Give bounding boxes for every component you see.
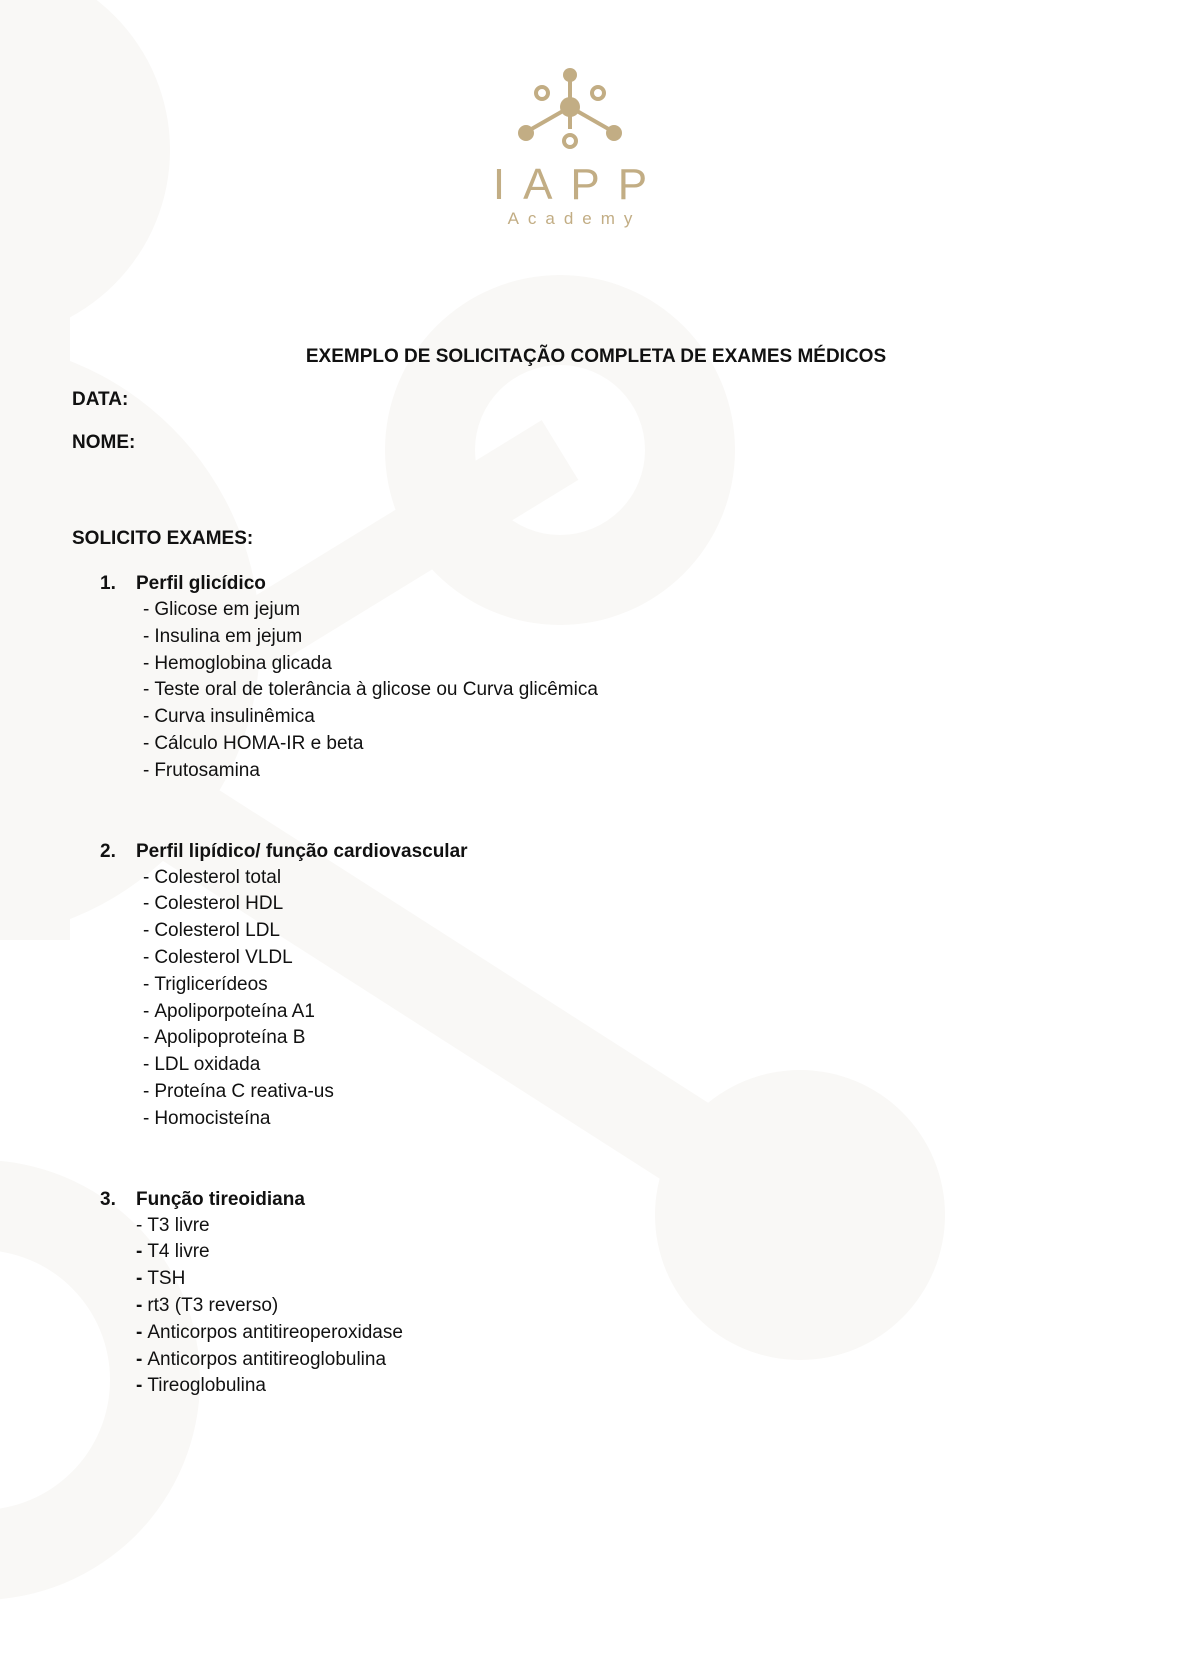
list-item: - Teste oral de tolerância à glicose ou Curva glicêmica <box>143 679 598 701</box>
list-item: - LDL oxidada <box>143 1054 261 1076</box>
list-item: - Apoliporpoteína A1 <box>143 1000 315 1022</box>
document-title: EXEMPLO DE SOLICITAÇÃO COMPLETA DE EXAMES MÉDICOS <box>305 346 887 367</box>
list-item: - Proteína C reativa-us <box>143 1080 334 1102</box>
list-item: - Colesterol total <box>143 866 282 888</box>
section-number: 3. <box>100 1188 116 1210</box>
section-title: Perfil lipídico/ função cardiovascular <box>136 840 468 862</box>
list-item: - T3 livre <box>136 1214 210 1236</box>
list-item: - TSH <box>136 1268 186 1290</box>
section-number: 2. <box>100 840 116 862</box>
list-item: - T4 livre <box>136 1241 210 1263</box>
exam-sections <box>100 570 900 1453</box>
list-item: - Glicose em jejum <box>143 599 301 620</box>
list-item: - Anticorpos antitireoglobulina <box>136 1348 387 1370</box>
list-item: - Cálculo HOMA-IR e beta <box>143 732 364 754</box>
list-item: - rt3 (T3 reverso) <box>136 1294 279 1316</box>
date-label: DATA: <box>72 389 129 410</box>
list-item: - Colesterol VLDL <box>143 946 293 968</box>
list-item: - Homocisteína <box>143 1107 271 1129</box>
exam-list <box>100 597 900 785</box>
brand-name: IAPP <box>492 160 666 209</box>
list-item: - Curva insulinêmica <box>143 706 315 728</box>
molecule-icon <box>510 65 630 157</box>
exam-section <box>100 838 900 1133</box>
section-title: Perfil glicídico <box>136 573 266 594</box>
name-label: NOME: <box>72 432 136 453</box>
list-item: - Insulina em jejum <box>143 625 303 647</box>
section-heading <box>100 1186 900 1213</box>
section-number: 1. <box>100 573 116 594</box>
exam-section <box>100 1186 900 1401</box>
list-item: - Anticorpos antitireoperoxidase <box>136 1321 403 1343</box>
list-item: - Colesterol LDL <box>143 920 280 942</box>
exam-list <box>100 1213 900 1401</box>
exam-list <box>100 865 900 1133</box>
section-heading <box>100 838 900 865</box>
list-item: - Tireoglobulina <box>136 1375 266 1397</box>
list-item: - Apolipoproteína B <box>143 1027 306 1049</box>
exam-section <box>100 570 900 785</box>
list-item: - Hemoglobina glicada <box>143 652 332 674</box>
section-title: Função tireoidiana <box>136 1188 305 1210</box>
list-item: - Colesterol HDL <box>143 893 284 915</box>
list-item: - Frutosamina <box>143 759 260 781</box>
list-item: - Triglicerídeos <box>143 973 268 995</box>
section-heading <box>100 570 900 597</box>
brand-subtitle: Academy <box>507 209 642 228</box>
logo <box>470 65 670 255</box>
request-heading: SOLICITO EXAMES: <box>72 528 254 549</box>
